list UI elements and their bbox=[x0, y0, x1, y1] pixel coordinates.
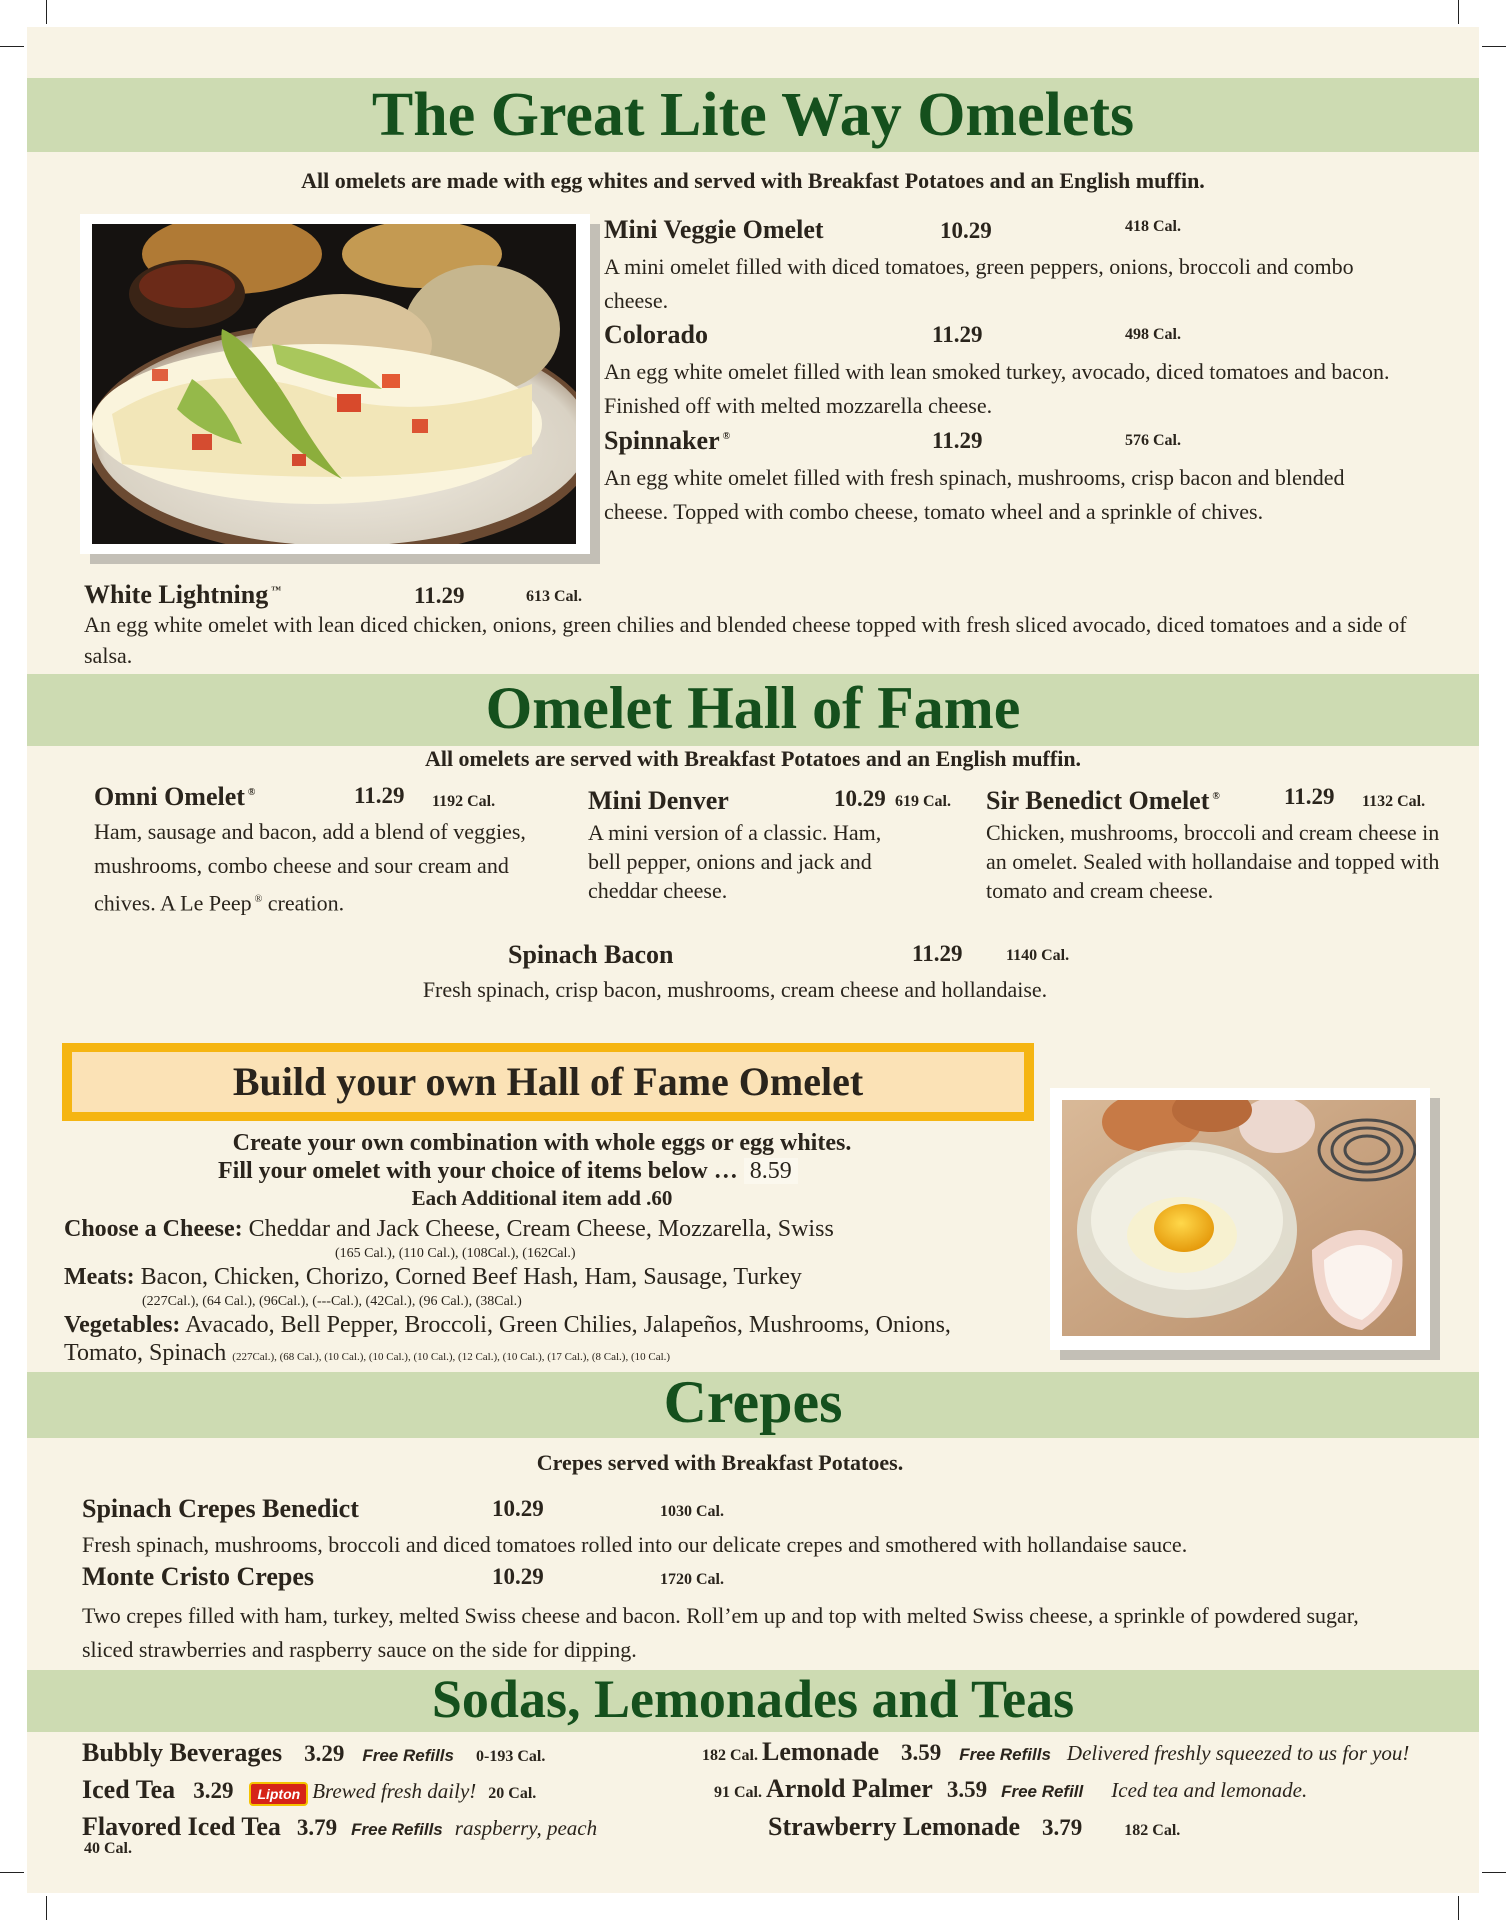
item-desc-sir-benedict: Chicken, mushrooms, broccoli and cream cheese in an omelet. Sealed with hollandaise and topped with tomato and cream cheese. bbox=[986, 820, 1440, 903]
drinks-section-banner bbox=[27, 1670, 1479, 1732]
build-line-1: Create your own combination with whole eggs or egg whites. bbox=[232, 1130, 852, 1156]
veg-items: Avacado, Bell Pepper, Broccoli, Green Chilies, Jalapeños, Mushrooms, Onions, bbox=[185, 1312, 951, 1338]
item-name-white-lightning bbox=[84, 580, 281, 610]
spinnaker-label: Spinnaker bbox=[604, 426, 720, 455]
cheese-label: Choose a Cheese: bbox=[64, 1216, 243, 1242]
build-line-2-text: Fill your omelet with your choice of items below … bbox=[218, 1158, 738, 1184]
meats-label: Meats: bbox=[64, 1264, 135, 1290]
drink-name: Iced Tea bbox=[82, 1775, 176, 1804]
meats-cals: (227Cal.), (64 Cal.), (96Cal.), (---Cal.), (42Cal.), (96 Cal.), (38Cal.) bbox=[142, 1294, 522, 1309]
veg-items-2: Tomato, Spinach bbox=[64, 1340, 227, 1366]
drink-cal: 20 Cal. bbox=[488, 1785, 537, 1802]
veg-row-2 bbox=[64, 1340, 670, 1367]
crop-mark bbox=[1458, 0, 1459, 24]
registered-mark: ® bbox=[247, 787, 256, 799]
build-line-3: Each Additional item add .60 bbox=[411, 1186, 673, 1210]
crop-mark bbox=[1482, 46, 1506, 47]
item-price-colorado: 11.29 bbox=[932, 322, 983, 347]
build-banner-border bbox=[62, 1043, 1034, 1121]
crop-mark bbox=[46, 0, 47, 24]
cheese-row bbox=[64, 1216, 834, 1243]
hall-section-title: Omelet Hall of Fame bbox=[485, 675, 1021, 741]
egg-bowl-image bbox=[1062, 1100, 1416, 1336]
item-desc-white-lightning: An egg white omelet with lean diced chicken, onions, green chilies and blended cheese topped with fresh sliced avocado, diced tomatoes and a side of salsa. bbox=[84, 612, 1407, 668]
drink-iced-tea bbox=[82, 1775, 536, 1806]
drink-flavored-cal: 40 Cal. bbox=[84, 1840, 132, 1857]
drink-price: 3.59 bbox=[946, 1777, 988, 1802]
veg-cals: (227Cal.), (68 Cal.), (10 Cal.), (10 Cal.), (10 Cal.), (12 Cal.), (10 Cal.), (17 Cal.), (8 Cal.), (10 Cal.) bbox=[232, 1351, 671, 1363]
omelet-plate-image bbox=[92, 224, 576, 544]
cheese-cals: (165 Cal.), (110 Cal.), (108Cal.), (162Cal.) bbox=[335, 1246, 576, 1261]
drink-lemonade bbox=[702, 1737, 1409, 1767]
omni-label: Omni Omelet bbox=[94, 782, 245, 811]
drink-name: Lemonade bbox=[762, 1737, 879, 1766]
item-price-spinach-bacon: 11.29 bbox=[912, 941, 963, 966]
drink-name: Flavored Iced Tea bbox=[82, 1812, 281, 1841]
crepes-subtitle: Crepes served with Breakfast Potatoes. bbox=[536, 1450, 904, 1475]
drink-cal: 0-193 Cal. bbox=[475, 1748, 546, 1765]
drink-note: raspberry, peach bbox=[454, 1816, 598, 1840]
drink-refill: Free Refills bbox=[362, 1746, 454, 1765]
drink-cal: 91 Cal. bbox=[714, 1784, 762, 1801]
item-name-omni bbox=[94, 782, 255, 812]
item-name-spinach-crepes: Spinach Crepes Benedict bbox=[82, 1494, 359, 1523]
item-name-mini-veggie: Mini Veggie Omelet bbox=[604, 215, 824, 244]
drink-price: 3.79 bbox=[1042, 1815, 1083, 1840]
meats-items: Bacon, Chicken, Chorizo, Corned Beef Hash, Ham, Sausage, Turkey bbox=[140, 1264, 802, 1290]
item-price-mini-denver: 10.29 bbox=[834, 786, 886, 811]
drink-refill: Free Refills bbox=[959, 1745, 1051, 1764]
item-cal-spinach-bacon: 1140 Cal. bbox=[1006, 947, 1070, 964]
item-cal-sir-benedict: 1132 Cal. bbox=[1362, 793, 1426, 810]
drink-name: Bubbly Beverages bbox=[82, 1738, 283, 1767]
crepes-section-banner bbox=[27, 1369, 1479, 1438]
item-desc-spinnaker: An egg white omelet filled with fresh spinach, mushrooms, crisp bacon and blended cheese. Topped with combo cheese, tomato wheel and a sprinkle of chives. bbox=[604, 465, 1345, 524]
item-cal-omni: 1192 Cal. bbox=[432, 793, 496, 810]
cheese-items: Cheddar and Jack Cheese, Cream Cheese, Mozzarella, Swiss bbox=[248, 1216, 834, 1242]
drink-arnold-palmer bbox=[714, 1774, 1307, 1804]
item-name-sir-benedict bbox=[986, 786, 1220, 816]
item-price-spinnaker: 11.29 bbox=[932, 428, 983, 453]
drink-note: Brewed fresh daily! bbox=[312, 1779, 477, 1803]
drink-note: Delivered freshly squeezed to us for you! bbox=[1066, 1741, 1410, 1765]
item-name-spinnaker bbox=[604, 426, 730, 456]
egg-photo bbox=[1050, 1088, 1430, 1350]
crop-mark bbox=[46, 1896, 47, 1920]
item-price-spinach-crepes: 10.29 bbox=[492, 1496, 544, 1521]
item-price-mini-veggie: 10.29 bbox=[940, 218, 992, 243]
crop-mark bbox=[0, 1872, 24, 1873]
lite-subtitle: All omelets are made with egg whites and served with Breakfast Potatoes and an English muffin. bbox=[301, 168, 1205, 193]
lipton-logo: Lipton bbox=[249, 1782, 308, 1806]
drink-cal: 182 Cal. bbox=[702, 1747, 758, 1764]
registered-mark: ® bbox=[254, 894, 263, 905]
drink-cal: 182 Cal. bbox=[1124, 1822, 1181, 1839]
build-line-2 bbox=[218, 1158, 798, 1185]
crepes-section-title: Crepes bbox=[663, 1369, 843, 1435]
omni-desc-end: creation. bbox=[267, 890, 345, 916]
item-name-monte-cristo: Monte Cristo Crepes bbox=[82, 1562, 315, 1591]
item-cal-colorado: 498 Cal. bbox=[1125, 326, 1181, 343]
item-name-spinach-bacon: Spinach Bacon bbox=[508, 940, 674, 969]
veg-row bbox=[64, 1312, 951, 1339]
item-cal-spinnaker: 576 Cal. bbox=[1125, 432, 1181, 449]
item-cal-monte-cristo: 1720 Cal. bbox=[660, 1571, 724, 1588]
item-desc-spinach-crepes: Fresh spinach, mushrooms, broccoli and diced tomatoes rolled into our delicate crepes and smothered with hollandaise sauce. bbox=[82, 1532, 1188, 1557]
drink-name: Arnold Palmer bbox=[766, 1774, 933, 1803]
item-cal-spinach-crepes: 1030 Cal. bbox=[660, 1503, 724, 1520]
drink-bubbly bbox=[82, 1738, 545, 1768]
drink-refill: Free Refills bbox=[351, 1820, 443, 1839]
item-desc-mini-veggie: A mini omelet filled with diced tomatoes, green peppers, onions, broccoli and combo cheese. bbox=[604, 254, 1354, 313]
item-price-monte-cristo: 10.29 bbox=[492, 1564, 544, 1589]
item-name-colorado: Colorado bbox=[604, 320, 708, 349]
crop-mark bbox=[1482, 1872, 1506, 1873]
drink-price: 3.29 bbox=[193, 1778, 234, 1803]
build-price: 8.59 bbox=[744, 1158, 798, 1184]
crop-mark bbox=[0, 46, 24, 47]
lite-section-banner bbox=[27, 78, 1479, 152]
sir-benedict-label: Sir Benedict Omelet bbox=[986, 786, 1210, 815]
trademark-mark: ™ bbox=[271, 585, 282, 597]
veg-label: Vegetables: bbox=[64, 1312, 181, 1338]
item-desc-colorado: An egg white omelet filled with lean smoked turkey, avocado, diced tomatoes and bacon. Finished off with melted mozzarella cheese. bbox=[604, 359, 1390, 418]
drink-refill: Free Refill bbox=[1001, 1782, 1084, 1801]
registered-mark: ® bbox=[1212, 791, 1220, 803]
item-desc-mini-denver: A mini version of a classic. Ham, bell pepper, onions and jack and cheddar cheese. bbox=[588, 820, 882, 903]
drink-note: Iced tea and lemonade. bbox=[1111, 1778, 1308, 1802]
item-cal-white-lightning: 613 Cal. bbox=[526, 588, 582, 605]
omelet-photo bbox=[80, 214, 590, 554]
hall-subtitle: All omelets are served with Breakfast Potatoes and an English muffin. bbox=[424, 746, 1082, 771]
item-desc-monte-cristo: Two crepes filled with ham, turkey, melted Swiss cheese and bacon. Roll’em up and top with melted Swiss cheese, a sprinkle of powdered sugar, sliced strawberries and raspberry sauce on the side for dipping. bbox=[82, 1603, 1359, 1662]
drinks-section-title: Sodas, Lemonades and Teas bbox=[431, 1669, 1075, 1729]
lite-section-title: The Great Lite Way Omelets bbox=[371, 81, 1135, 149]
drink-price: 3.29 bbox=[304, 1741, 345, 1766]
item-cal-mini-denver: 619 Cal. bbox=[895, 793, 951, 810]
meats-row bbox=[64, 1264, 802, 1291]
drink-name: Strawberry Lemonade bbox=[768, 1812, 1021, 1841]
hall-section-banner bbox=[27, 674, 1479, 746]
drink-flavored-tea bbox=[82, 1812, 597, 1842]
drink-price: 3.79 bbox=[296, 1815, 338, 1840]
item-desc-omni bbox=[94, 815, 554, 920]
drink-strawberry-lemonade bbox=[768, 1812, 1180, 1842]
item-price-white-lightning: 11.29 bbox=[414, 583, 465, 608]
item-cal-mini-veggie: 418 Cal. bbox=[1125, 218, 1181, 235]
item-name-mini-denver: Mini Denver bbox=[588, 786, 729, 815]
white-lightning-label: White Lightning bbox=[84, 580, 269, 609]
drink-price: 3.59 bbox=[901, 1740, 942, 1765]
item-price-sir-benedict: 11.29 bbox=[1284, 784, 1335, 809]
item-price-omni: 11.29 bbox=[354, 783, 405, 808]
build-banner bbox=[72, 1052, 1024, 1112]
registered-mark: ® bbox=[722, 431, 731, 443]
build-title: Build your own Hall of Fame Omelet bbox=[232, 1059, 864, 1104]
crop-mark bbox=[1458, 1896, 1459, 1920]
item-desc-spinach-bacon: Fresh spinach, crisp bacon, mushrooms, cream cheese and hollandaise. bbox=[422, 977, 1048, 1002]
omni-desc-text: Ham, sausage and bacon, add a blend of veggies, mushrooms, combo cheese and sour cream and chives. A Le Peep bbox=[94, 819, 526, 916]
